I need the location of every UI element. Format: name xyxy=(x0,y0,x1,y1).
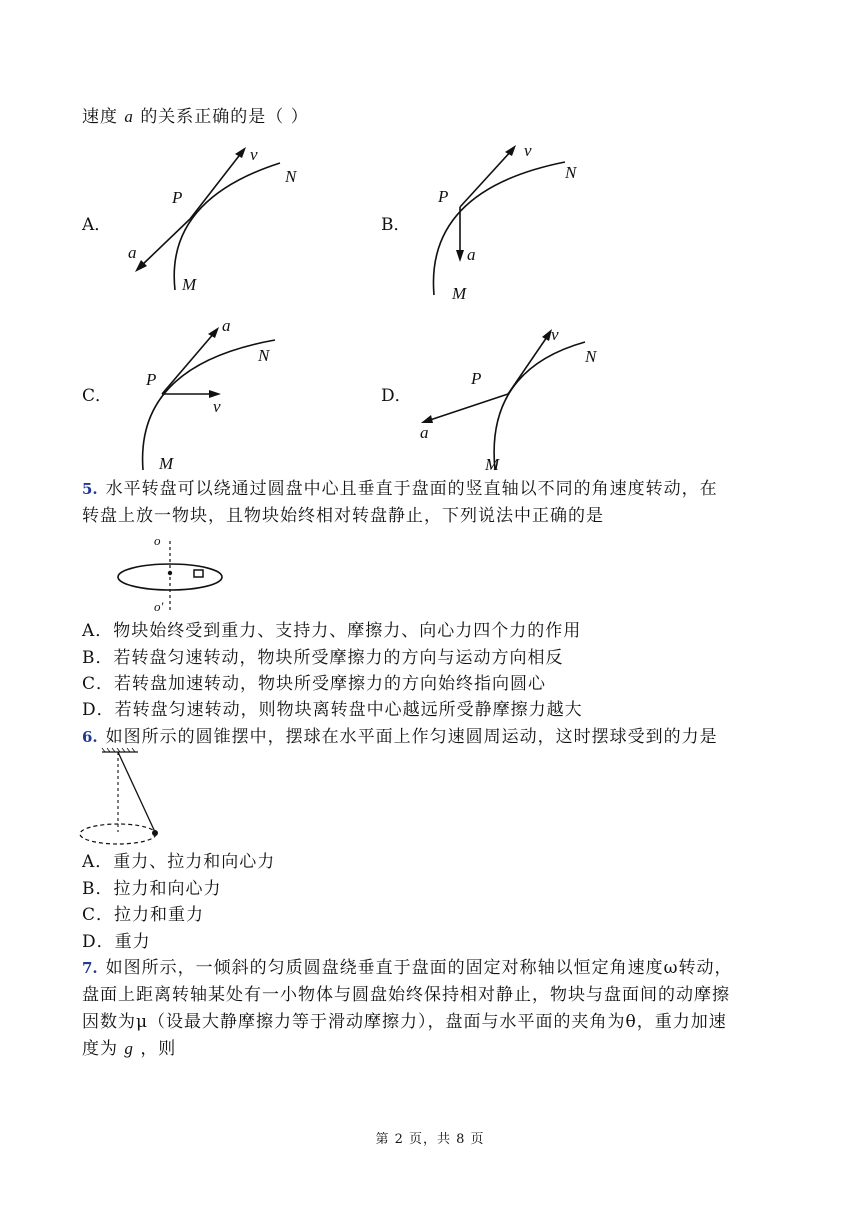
q4d-label-n: N xyxy=(585,347,597,366)
q5-option-b: B．若转盘匀速转动，物块所受摩擦力的方向与运动方向相反 xyxy=(82,648,564,668)
q4-option-b-figure xyxy=(420,140,620,305)
q4b-label-a: a xyxy=(467,245,476,264)
q4c-label-n: N xyxy=(258,346,270,365)
q4-option-c-letter: C． xyxy=(82,386,113,406)
q4-stem-tail xyxy=(82,106,309,128)
q5-option-d: D．若转盘匀速转动，则物块离转盘中心越远所受静摩擦力越大 xyxy=(82,700,583,720)
q6-line1-text: 如图所示的圆锥摆中，摆球在水平面上作匀速圆周运动，这时摆球受到的力是 xyxy=(105,727,718,747)
q4-stem-post: 的关系正确的是（ ） xyxy=(140,107,309,127)
q4b-label-v: v xyxy=(524,141,532,160)
q5-axis-bottom-label: o' xyxy=(154,599,164,614)
q7-line4-post: ，则 xyxy=(140,1039,177,1059)
q4b-label-n: N xyxy=(565,163,577,182)
q4d-label-a: a xyxy=(420,423,429,442)
q5-axis-top-label: o xyxy=(154,533,161,548)
q5-option-a: A．物块始终受到重力、支持力、摩擦力、向心力四个力的作用 xyxy=(82,621,582,641)
q4-option-a-letter: A． xyxy=(82,215,112,235)
q4a-label-p: P xyxy=(172,188,183,207)
q4b-label-m: M xyxy=(452,284,467,303)
q6-number: 6. xyxy=(82,728,98,746)
q4-stem-pre: 速度 xyxy=(82,107,118,127)
q4c-label-a: a xyxy=(222,316,231,335)
q4-option-a-figure xyxy=(120,140,320,300)
q5-stem-line1 xyxy=(82,478,718,500)
q4-option-b-letter: B． xyxy=(381,215,411,235)
q4-option-d-figure xyxy=(415,320,615,475)
q5-turntable-figure xyxy=(112,533,232,615)
q4c-label-m: M xyxy=(159,454,174,473)
q4-option-d-letter: D． xyxy=(381,386,412,406)
q7-stem-line1 xyxy=(82,957,733,979)
q7-line4-g: g xyxy=(124,1039,134,1058)
q5-stem-line2: 转盘上放一物块，且物块始终相对转盘静止，下列说法中正确的是 xyxy=(82,506,604,526)
q7-stem-line4 xyxy=(82,1038,176,1060)
q6-stem-line1 xyxy=(82,726,718,748)
q5-number: 5. xyxy=(82,480,98,498)
q4c-label-p: P xyxy=(146,370,157,389)
q7-stem-line2: 盘面上距离转轴某处有一小物体与圆盘始终保持相对静止，物块与盘面间的动摩擦 xyxy=(82,985,730,1005)
q5-option-c: C．若转盘加速转动，物块所受摩擦力的方向始终指向圆心 xyxy=(82,674,547,694)
q7-line4-pre: 度为 xyxy=(82,1039,118,1059)
q4a-label-a: a xyxy=(128,243,137,262)
q4d-label-p: P xyxy=(471,369,482,388)
q7-stem-line3: 因数为μ（设最大静摩擦力等于滑动摩擦力），盘面与水平面的夹角为θ，重力加速 xyxy=(82,1012,727,1032)
q4c-label-v: v xyxy=(213,397,221,416)
q4-option-c-figure xyxy=(135,315,305,475)
q4a-label-n: N xyxy=(285,167,297,186)
q4b-label-p: P xyxy=(438,187,449,206)
q4a-label-v: v xyxy=(250,145,258,164)
q7-line1-text: 如图所示，一倾斜的匀质圆盘绕垂直于盘面的固定对称轴以恒定角速度ω转动， xyxy=(105,958,733,978)
page-footer: 第 2 页，共 8 页 xyxy=(375,1132,485,1147)
q5-line1-text: 水平转盘可以绕通过圆盘中心且垂直于盘面的竖直轴以不同的角速度转动，在 xyxy=(105,479,718,499)
q6-conical-pendulum-figure xyxy=(78,748,168,850)
q4a-label-m: M xyxy=(182,275,197,294)
q4-var-a: a xyxy=(124,107,134,126)
q6-option-c: C．拉力和重力 xyxy=(82,905,205,925)
q7-number: 7. xyxy=(82,959,98,977)
q6-option-b: B．拉力和向心力 xyxy=(82,879,222,899)
q4d-label-m: M xyxy=(485,455,500,474)
q6-option-d: D．重力 xyxy=(82,932,151,952)
q6-option-a: A．重力、拉力和向心力 xyxy=(82,852,276,872)
q4d-label-v: v xyxy=(551,325,559,344)
